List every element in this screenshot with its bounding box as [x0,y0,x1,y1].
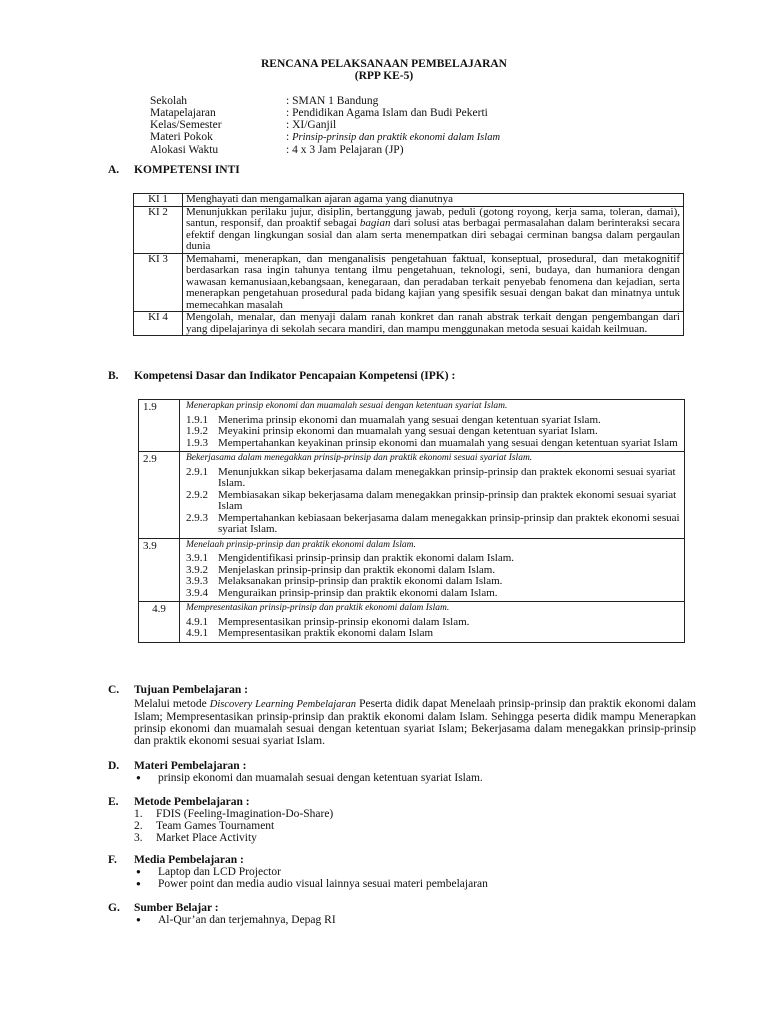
kd-heading: Menerapkan prinsip ekonomi dan muamalah sesuai dengan ketentuan syariat Islam. [186,401,508,411]
kd-content [180,538,685,602]
list-item [134,832,333,844]
identity-key: Sekolah [150,95,188,107]
indicator-text: Menjelaskan prinsip-prinsip dan praktik ekonomi dalam Islam. [218,563,496,576]
identity-block [150,95,500,156]
indicator [186,513,680,536]
identity-key: Kelas/Semester [150,119,222,131]
identity-value: : Pendidikan Agama Islam dan Budi Pekerti [286,107,488,119]
identity-row-school [150,95,500,107]
section-letter: F. [108,854,117,866]
list-item-text: Power point dan media audio visual lainnya sesuai materi pembelajaran [158,878,488,890]
bullet-icon: ● [136,867,141,876]
bullet-icon: ● [136,915,141,924]
identity-row-subject [150,107,500,119]
kd-heading: Bekerjasama dalam menegakkan prinsip-prinsip dan praktik ekonomi sesuai syariat Islam. [186,453,533,463]
document-title: RENCANA PELAKSANAAN PEMBELAJARAN [261,58,507,70]
indicator [186,467,680,490]
section-title: Sumber Belajar : [134,902,219,914]
identity-key: Matapelajaran [150,107,216,119]
list-item-num: 3. [134,832,143,844]
ki-text [183,206,684,253]
identity-value: : XI/Ganjil [286,119,337,131]
identity-row-time [150,144,500,156]
section-title: Media Pembelajaran : [134,854,244,866]
kd-content [180,602,685,643]
document-subtitle: (RPP KE-5) [354,70,414,82]
ki-row [134,253,684,312]
list-item-text: Laptop dan LCD Projector [158,866,281,878]
ki-text: Menghayati dan mengamalkan ajaran agama yang dianutnya [183,194,684,207]
ki-text-a: Menunjukkan perilaku jujur, disiplin, bertanggung jawab, peduli (gotong royong, kerja sama, toleran, damai), santun, responsif, dan proaktif sebagai [186,205,680,229]
indicator-num: 4.9.1 [186,615,208,628]
list-item [134,772,483,784]
tujuan-italic: Discovery Learning Pembelajaran [209,699,356,710]
section-letter: E. [108,796,119,808]
ki-table [133,193,684,336]
identity-key: Alokasi Waktu [150,144,219,156]
identity-row-class [150,119,500,131]
list-item [134,820,333,832]
section-letter: C. [108,684,120,696]
ki-code: KI 3 [134,253,183,312]
section-c-heading [108,684,248,696]
list-item-num: 1. [134,808,143,820]
ki-text-italic: bagian [359,217,391,229]
ki-row [134,194,684,207]
ki-row [134,312,684,336]
indicator [186,426,680,438]
list-item [134,878,488,890]
indicator-num: 2.9.1 [186,465,208,478]
indicator-num: 2.9.2 [186,488,208,501]
kd-heading: Menelaah prinsip-prinsip dan praktik ekonomi dalam Islam. [186,539,416,550]
indicator-text: Melaksanakan prinsip-prinsip dan praktik ekonomi dalam Islam. [218,575,503,587]
ki-text: Mengolah, menalar, dan menyaji dalam ranah konkret dan ranah abstrak terkait dengan pengembangan dari yang dipelajarinya di sekolah secara mandiri, dan mampu menggunakan metoda sesuai kaidah keilmuan. [183,312,684,336]
indicator-text: Mengidentifikasi prinsip-prinsip dan praktik ekonomi dalam Islam. [218,552,515,564]
list-item-text: Team Games Tournament [156,820,275,832]
list-item [134,866,488,878]
section-title: Tujuan Pembelajaran : [134,684,248,696]
ki-code: KI 2 [134,206,183,253]
identity-value: : 4 x 3 Jam Pelajaran (JP) [286,144,404,156]
identity-value: : SMAN 1 Bandung [286,95,379,107]
section-title: Metode Pembelajaran : [134,796,250,808]
kd-row [139,400,685,452]
identity-key: Materi Pokok [150,131,213,143]
identity-value [286,131,500,144]
list-item-text: Al-Qur’an dan terjemahnya, Depag RI [158,914,336,926]
ki-text: Memahami, menerapkan, dan menganalisis pengetahuan faktual, konseptual, prosedural, dan metakognitif berdasarkan rasa ingin tahunya tentang ilmu pengetahuan, teknologi, seni, budaya, dan humaniora dengan wawasan kemanusiaan,kebangsaan, kenegaraan, dan peradaban terkait penyebab fenomena dan kejadian, serta menerapkan pengetahuan prosedural pada bidang kajian yang spesifik sesuai dengan bakat dan minatnya untuk memecahkan masalah [183,253,684,312]
section-g-heading [108,902,219,914]
indicator-num: 1.9.2 [186,425,208,437]
metode-list [134,808,333,844]
list-item [134,914,336,926]
sumber-list [134,914,336,926]
ki-code: KI 4 [134,312,183,336]
media-list [134,866,488,890]
section-letter: G. [108,902,120,914]
indicator-num: 2.9.3 [186,511,208,524]
indicator-num: 1.9.1 [186,413,208,426]
section-a-heading [108,164,240,176]
section-title: KOMPETENSI INTI [134,164,240,176]
indicator-num: 3.9.2 [186,563,208,576]
indicator [186,438,680,450]
indicator-text: Menerima prinsip ekonomi dan muamalah yang sesuai dengan ketentuan syariat Islam. [218,413,601,426]
indicator [186,576,680,588]
section-letter: A. [108,164,120,176]
section-title: Kompetensi Dasar dan Indikator Pencapaian Kompetensi (IPK) : [134,370,456,382]
indicator [186,553,680,565]
ki-row [134,206,684,253]
section-letter: B. [108,370,119,382]
section-b-heading [108,370,455,382]
kd-code: 2.9 [139,452,180,539]
indicator-text: Menunjukkan sikap bekerjasama dalam menegakkan prinsip-prinsip dan praktek ekonomi sesuai syariat Islam. [218,465,676,489]
bullet-icon: ● [136,773,141,782]
kd-code: 4.9 [139,602,180,643]
kd-code: 1.9 [139,400,180,452]
indicator-text: Mempertahankan kebiasaan bekerjasama dalam menegakkan prinsip-prinsip dan praktek ekonomi sesuai syariat Islam. [218,511,680,535]
indicator [186,588,680,600]
indicator-text: Mempresentasikan prinsip-prinsip ekonomi dalam Islam. [218,615,470,628]
indicator-text: Meyakini prinsip ekonomi dan muamalah yang sesuai dengan ketentuan syariat Islam. [218,425,598,437]
kd-row [139,602,685,643]
kd-content [180,400,685,452]
indicator [186,628,680,640]
section-title: Materi Pembelajaran : [134,760,247,772]
section-f-heading [108,854,244,866]
indicator-num: 1.9.3 [186,436,208,449]
indicator [186,490,680,513]
tujuan-paragraph [134,698,696,747]
indicator-num: 4.9.1 [186,627,208,639]
identity-value-italic: Prinsip-prinsip dan praktik ekonomi dalam Islam [292,132,501,143]
bullet-icon: ● [136,879,141,888]
materi-list [134,772,483,784]
indicator-text: Membiasakan sikap bekerjasama dalam menegakkan prinsip-prinsip dan praktek ekonomi sesuai syariat Islam [218,488,677,512]
kd-table [138,399,685,643]
kd-row [139,538,685,602]
identity-row-topic [150,131,500,144]
kd-heading: Mempresentasikan prinsip-prinsip dan praktik ekonomi dalam Islam. [186,603,450,613]
tujuan-prefix: Melalui metode [134,698,210,710]
indicator-text: Mempertahankan keyakinan prinsip ekonomi dan muamalah yang sesuai dengan ketentuan syariat Islam [218,436,678,449]
ki-code: KI 1 [134,194,183,207]
indicator-num: 3.9.1 [186,552,208,564]
ki-text-b: dari solusi atas berbagai permasalahan dalam berinteraksi secara efektif dengan lingkungan sosial dan alam serta menempatkan diri sebagai cerminan bangsa dalam pergaulan dunia [186,217,681,252]
list-item-text: FDIS (Feeling-Imagination-Do-Share) [156,808,334,820]
tujuan-rest: Peserta didik dapat Menelaah prinsip-prinsip dan praktik ekonomi dalam Islam; Mempresentasikan prinsip-prinsip dan praktik ekonomi dalam Islam. Sehingga peserta didik mampu Menerapkan prinsip ekonomi dan muamalah sesuai dengan ketentuan syariat Islam; Bekerjasama dalam menegakkan prinsip-prinsip dan praktik ekonomi sesuai syariat Islam. [134,698,697,747]
identity-value-prefix: : [286,131,293,143]
kd-content [180,452,685,539]
list-item-text: prinsip ekonomi dan muamalah sesuai dengan ketentuan syariat Islam. [158,772,483,784]
indicator-num: 3.9.4 [186,586,208,599]
indicator-text: Mempresentasikan praktik ekonomi dalam Islam [218,627,434,639]
section-e-heading [108,796,250,808]
list-item-text: Market Place Activity [156,832,257,844]
list-item [134,808,333,820]
list-item-num: 2. [134,820,143,832]
indicator-num: 3.9.3 [186,575,208,587]
indicator-text: Menguraikan prinsip-prinsip dan praktik ekonomi dalam Islam. [218,586,498,599]
section-d-heading [108,760,246,772]
kd-row [139,452,685,539]
kd-code: 3.9 [139,538,180,602]
section-letter: D. [108,760,120,772]
